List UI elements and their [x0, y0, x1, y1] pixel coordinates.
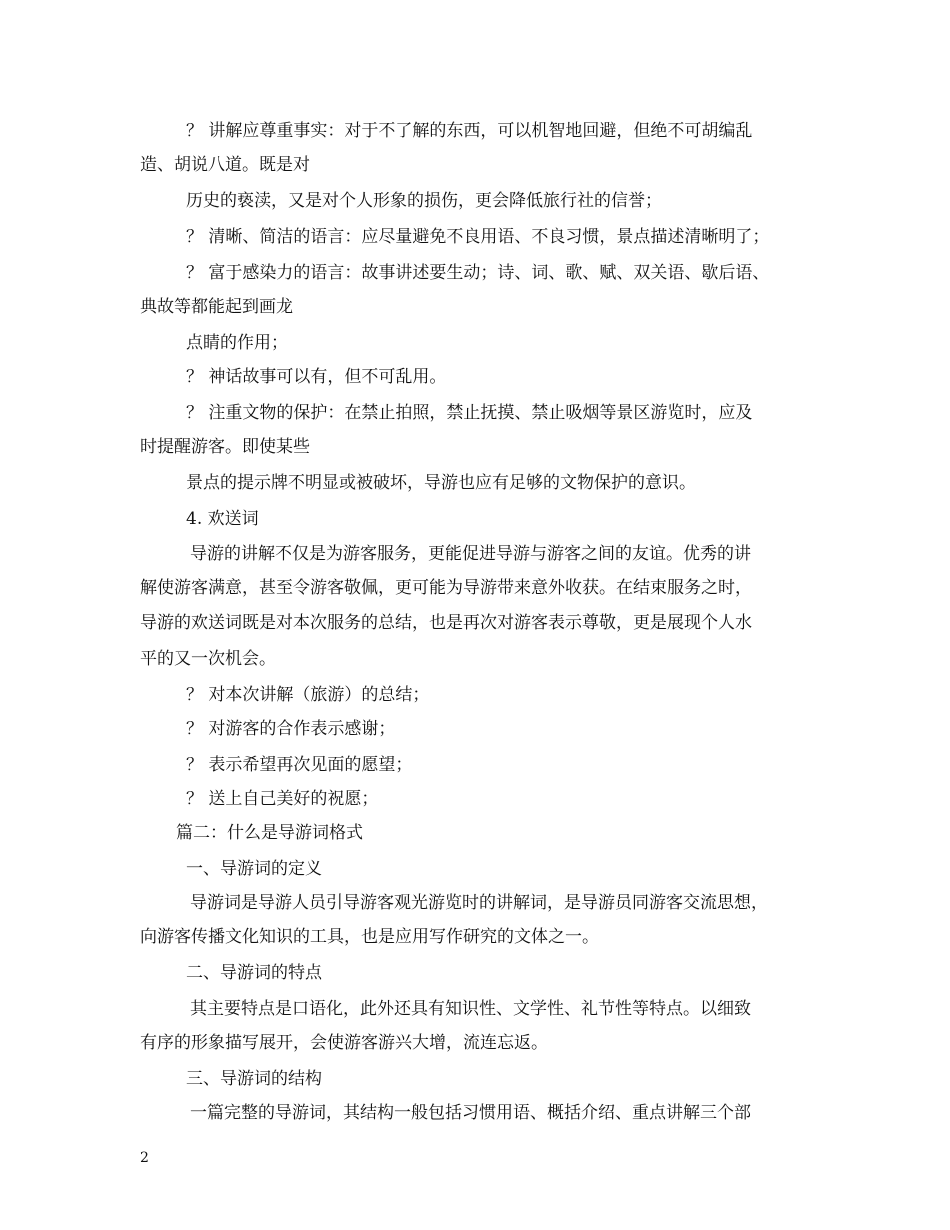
text-line: 平的又一次机会。: [140, 649, 276, 669]
text-line: 一篇完整的导游词，其结构一般包括习惯用语、概括介绍、重点讲解三个部: [190, 1103, 751, 1123]
text-line: 有序的形象描写展开，会使游客游兴大增，流连忘返。: [140, 1033, 548, 1053]
text-line: 其主要特点是口语化，此外还具有知识性、文学性、礼节性等特点。以细致: [190, 999, 751, 1019]
text-line: ？ 神话故事可以有，但不可乱用。: [186, 367, 447, 387]
list-item: ？ 送上自己美好的祝愿；: [186, 789, 379, 809]
page-number: 2: [140, 1150, 149, 1166]
text-line: 解使游客满意，甚至令游客敬佩，更可能为导游带来意外收获。在结束服务之时，: [140, 578, 752, 598]
text-line: ？ 注重文物的保护：在禁止拍照，禁止抚摸、禁止吸烟等景区游览时，应及: [186, 403, 753, 423]
chapter-heading: 篇二：什么是导游词格式: [176, 823, 363, 843]
section-heading: 二、导游词的特点: [186, 963, 322, 983]
text-line: 导游的讲解不仅是为游客服务，更能促进导游与游客之间的友谊。优秀的讲: [190, 544, 751, 564]
list-item: ？ 表示希望再次见面的愿望；: [186, 755, 413, 775]
list-item: ？ 对游客的合作表示感谢；: [186, 719, 396, 739]
text-line: 景点的提示牌不明显或被破坏，导游也应有足够的文物保护的意识。: [186, 473, 696, 493]
text-line: 点睛的作用；: [186, 333, 288, 353]
text-line: 典故等都能起到画龙: [140, 297, 293, 317]
text-line: ？ 富于感染力的语言：故事讲述要生动；诗、词、歌、赋、双关语、歇后语、: [186, 263, 770, 283]
section-heading: 4. 欢送词: [186, 509, 259, 529]
text-line: ？ 讲解应尊重事实：对于不了解的东西，可以机智地回避，但绝不可胡编乱: [186, 121, 753, 141]
section-heading: 三、导游词的结构: [186, 1069, 322, 1089]
text-line: 历史的亵渎，又是对个人形象的损伤，更会降低旅行社的信誉；: [186, 191, 662, 211]
text-line: ？ 清晰、简洁的语言：应尽量避免不良用语、不良习惯，景点描述清晰明了；: [186, 227, 770, 247]
text-line: 导游的欢送词既是对本次服务的总结，也是再次对游客表示尊敬，更是展现个人水: [140, 613, 752, 633]
text-line: 向游客传播文化知识的工具，也是应用写作研究的文体之一。: [140, 927, 599, 947]
text-line: 造、胡说八道。既是对: [140, 155, 310, 175]
text-line: 导游词是导游人员引导游客观光游览时的讲解词，是导游员同游客交流思想，: [190, 893, 768, 913]
text-line: 时提醒游客。即使某些: [140, 437, 310, 457]
section-heading: 一、导游词的定义: [186, 859, 322, 879]
list-item: ？ 对本次讲解（旅游）的总结；: [186, 685, 430, 705]
